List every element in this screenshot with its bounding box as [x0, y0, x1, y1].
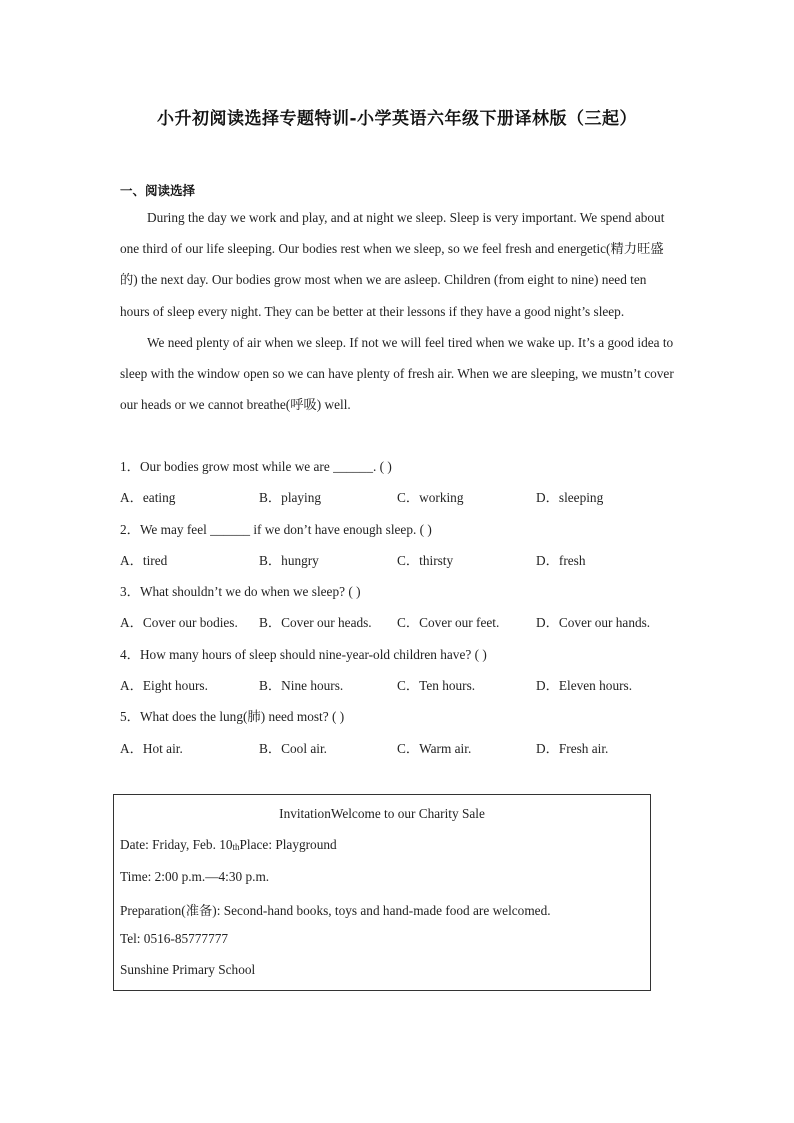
option-b: B．Nine hours.	[259, 678, 344, 694]
option-a: A．Eight hours.	[120, 678, 208, 694]
option-c: C．working	[397, 490, 464, 506]
option-a: A．tired	[120, 552, 168, 568]
notice-date-line	[120, 837, 337, 853]
notice-place: Place: Playground	[239, 837, 337, 852]
passage-paragraph-1: During the day we work and play, and at night we sleep. Sleep is very important. We spend about one third of our life sleeping. Our bodies rest when we sleep, so we feel fresh and energetic(精力旺盛的) the next day. Our bodies grow most when we are asleep. Children (from eight to nine) need ten hours of sleep every night. They can be better at their lessons if they have a good night’s sleep.	[120, 210, 665, 319]
section-heading: 一、阅读选择	[120, 183, 196, 198]
option-d: D．Cover our hands.	[536, 615, 651, 631]
option-b: B．playing	[259, 490, 322, 506]
invitation-notice-box	[113, 794, 651, 991]
question-5	[120, 701, 680, 764]
question-2	[120, 514, 680, 577]
notice-date-suffix: th	[232, 842, 240, 852]
question-stem: 2．We may feel ______ if we don’t have enough sleep. ( )	[120, 521, 432, 537]
option-c: C．thirsty	[397, 552, 454, 568]
option-c: C．Ten hours.	[397, 678, 476, 694]
option-d: D．Eleven hours.	[536, 678, 633, 694]
question-4	[120, 639, 680, 702]
option-row	[120, 545, 680, 576]
option-b: B．Cover our heads.	[259, 615, 372, 631]
option-row	[120, 733, 680, 764]
question-3	[120, 576, 680, 639]
question-stem: 4．How many hours of sleep should nine-year-old children have? ( )	[120, 646, 487, 662]
option-row	[120, 482, 680, 513]
question-stem: 1．Our bodies grow most while we are ______. ( )	[120, 459, 392, 474]
notice-tel: Tel: 0516-85777777	[120, 931, 229, 946]
option-b: B．hungry	[259, 552, 319, 568]
notice-school: Sunshine Primary School	[120, 962, 256, 977]
notice-preparation: Preparation(准备): Second-hand books, toys and hand-made food are welcomed.	[120, 903, 551, 918]
option-d: D．sleeping	[536, 490, 604, 506]
option-d: D．fresh	[536, 552, 586, 568]
option-d: D．Fresh air.	[536, 740, 609, 756]
notice-date: Date: Friday, Feb. 10	[120, 837, 233, 852]
notice-title: InvitationWelcome to our Charity Sale	[279, 806, 485, 821]
question-stem: 3．What shouldn’t we do when we sleep? ( )	[120, 584, 361, 600]
option-a: A．Hot air.	[120, 740, 183, 756]
page-title: 小升初阅读选择专题特训-小学英语六年级下册译林版（三起）	[156, 109, 638, 129]
option-b: B．Cool air.	[259, 740, 327, 756]
option-row	[120, 670, 680, 701]
option-a: A．eating	[120, 490, 176, 506]
question-1	[120, 451, 680, 514]
notice-time: Time: 2:00 p.m.—4:30 p.m.	[120, 869, 270, 884]
option-a: A．Cover our bodies.	[120, 615, 238, 631]
option-c: C．Cover our feet.	[397, 615, 500, 631]
question-list	[120, 451, 680, 764]
question-stem: 5．What does the lung(肺) need most? ( )	[120, 709, 345, 725]
passage-paragraph-2: We need plenty of air when we sleep. If not we will feel tired when we wake up. It’s a good idea to sleep with the window open so we can have plenty of fresh air. When we are sleeping, we mustn’t cover our heads or we cannot breathe(呼吸) well.	[120, 334, 674, 413]
reading-passage	[120, 202, 676, 420]
option-row	[120, 607, 680, 638]
option-c: C．Warm air.	[397, 740, 472, 756]
